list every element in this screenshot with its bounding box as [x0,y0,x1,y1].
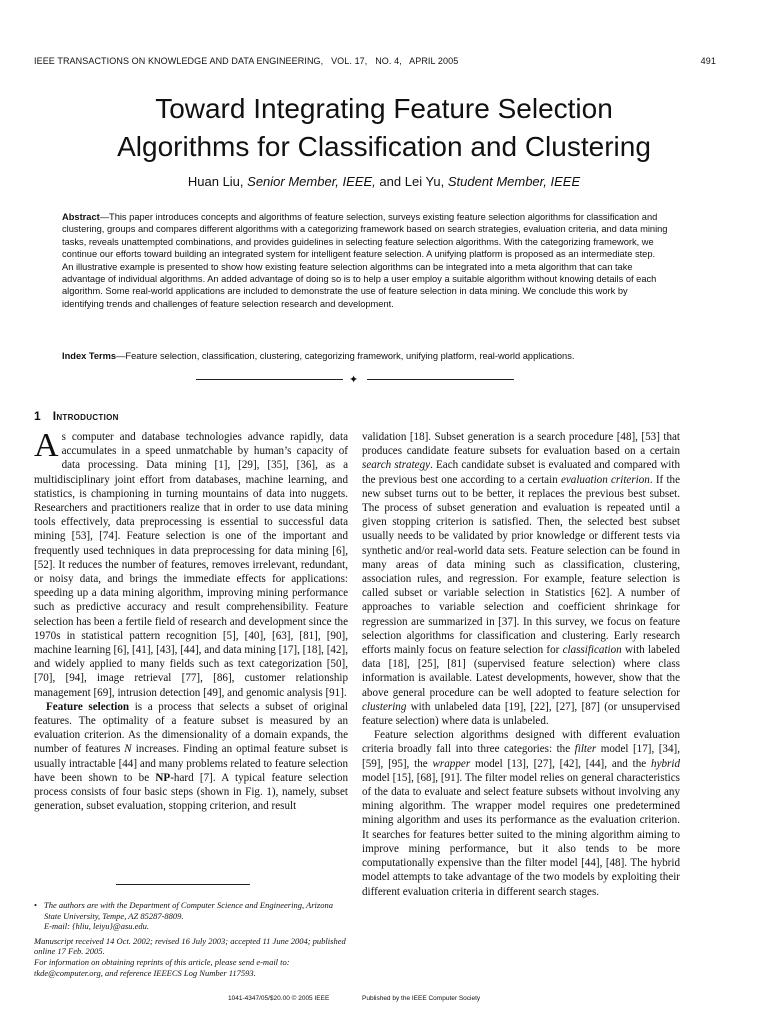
divider-line-right [367,379,514,380]
author-2-role: Student Member, IEEE [447,174,581,189]
footer-publisher: Published by the IEEE Computer Society [362,995,481,1002]
text-run: model [15], [68], [91]. The filter model relies on general characteristics of the data to evaluate and select feature subsets without involving any mining algorithm. The wrapper model requires one predetermined mining algorithm and uses its performance as the evaluation criterion. It searches for features better suited to the mining algorithm aiming to improve mining performance, but it also tends to be more computationally expensive than the filter model [44], [48]. The hybrid model attempts to take advantage of the two models by exploiting their different evaluation criteria in different search stages. [362,771,680,898]
footer-issn: 1041-4347/05/$20.00 © 2005 IEEE [228,995,330,1002]
intro-paragraph-2 [34,700,348,814]
page-number: 491 [700,56,716,66]
term-filter: filter [574,743,597,756]
abstract [62,211,668,310]
intro-paragraph-1-text: s computer and database technologies advance rapidly, data accumulates in a speed unmatchable by human’s capacity of data processing. Data mining [1], [29], [35], [36], as a multidisciplinary joint effort from databases, machine learning, and statistics, is championing in turning mountains of data into nuggets. Researchers and practitioners realize that in order to use data mining tools effectively, data preprocessing is essential to successful data mining [53], [74]. Feature selection is one of the important and frequently used techniques in data preprocessing for data mining [6], [52]. It reduces the number of features, removes irrelevant, redundant, or noisy data, and brings the immediate effects for applications: speeding up a data mining algorithm, improving mining performance such as predictive accuracy and result comprehensibility. Feature selection has been a fertile field of research and development since the 1970s in statistical pattern recognition [5], [40], [63], [81], [90], machine learning [6], [41], [43], [44], and data mining [17], [18], [42], and widely applied to many fields such as text categorization [50], [70], [94], image retrieval [77], [86], customer relationship management [69], intrusion detection [49], and genomic analysis [91]. [34,431,348,699]
text-run: . Each candidate subset is evaluated and compared with the previous best one according to a certain [362,459,680,486]
term-evaluation-criterion: evaluation criterion [560,473,650,486]
text-run: model [17], [34], [59], [95], the [362,743,680,770]
text-run: . If the new subset turns out to be better, it replaces the previous best subset. The process of subset generation and evaluation is repeated until a given stopping criterion is satisfied. Then, the selected best subset usually needs to be validated by prior knowledge or different tests via synthetic and/or real-world data sets. Feature selection can be found in many areas of data mining such as classification, clustering, association rules, and regression. For example, feature selection is called subset or variable selection in Statistics [62]. A number of approaches to variable selection and coefficient shrinkage for regression are summarized in [37]. In this survey, we focus on feature selection algorithms for classification and clustering. Early research efforts mainly focus on feature selection for [362,473,680,657]
abstract-label: Abstract [62,212,100,222]
section-heading [34,409,119,423]
term-feature-selection: Feature selection [46,700,130,713]
text-run: is a process that selects a subset of original features. The optimality of a feature subset is measured by an evaluation criterion. As the dimensionality of a domain expands, the number of features [34,700,348,756]
intro-paragraph-1 [34,427,348,700]
paper-title [34,90,734,166]
right-column [362,430,680,899]
journal-date: APRIL 2005 [409,56,459,66]
term-np: NP [155,771,171,784]
email-text: E-mail: {hliu, leiyu}@asu.edu. [44,921,150,932]
affiliation-text: The authors are with the Department of Computer Science and Engineering, Arizona State University, Tempe, AZ 85287-8809. [44,900,333,921]
text-run: with unlabeled data [19], [22], [27], [87] (or unsupervised feature selection) where data is unlabeled. [362,700,680,728]
intro-paragraph-4 [362,728,680,898]
index-terms-label: Index Terms [62,351,117,361]
section-divider [196,373,514,387]
text-run: increases. Finding an optimal feature subset is usually intractable [44] and many problems related to feature selection have been shown to be [34,743,349,784]
running-head [34,56,716,70]
authors [34,174,734,189]
text-run: -hard [7]. A typical feature selection process consists of four basic steps (shown in Fig. 1), namely, subset generation, subset evaluation, stopping criterion, and result [34,771,348,813]
title-line-2: Algorithms for Classification and Clustering [117,131,651,162]
footnote-reprints: For information on obtaining reprints of this article, please send e-mail to: tkde@computer.org, and reference IEEECS Log Number 117593. [34,956,290,978]
left-column [34,427,349,813]
term-clustering: clustering [362,700,407,713]
footnote-manuscript: Manuscript received 14 Oct. 2002; revised 16 July 2003; accepted 11 June 2004; published online 17 Feb. 2005. [34,935,346,957]
term-search-strategy: search strategy [362,459,431,472]
author-1-role: Senior Member, IEEE, [247,174,376,189]
footnotes [34,900,350,978]
text-run: with labeled data [18], [25], [81] (supervised feature selection) where class information is available. Latest developments, however, show that the above general procedure can be well adopted to feature selection for [362,644,680,699]
index-terms [62,350,668,362]
text-run: model [13], [27], [42], [44], and the [470,757,652,770]
section-title: Introduction [52,409,119,423]
intro-paragraph-3 [362,430,680,728]
footnote-rule [116,884,250,885]
author-and: and [379,174,402,189]
bullet-icon: • [34,900,37,910]
text-run: validation [18]. Subset generation is a search procedure [48], [53] that produces candidate feature subsets for evaluation based on a certain [362,431,680,458]
drop-cap: A [34,427,59,464]
symbol-n: N [124,743,132,756]
author-2: Lei Yu, [404,174,445,189]
journal-number: NO. 4, [375,56,402,66]
term-hybrid: hybrid [651,757,680,770]
term-classification: classification [562,644,622,657]
footnote-affiliation [34,900,350,932]
section-number: 1 [34,409,41,423]
title-line-1: Toward Integrating Feature Selection [155,93,613,124]
divider-line-left [196,379,343,380]
journal-volume: VOL. 17, [331,56,368,66]
index-terms-text: —Feature selection, classification, clustering, categorizing framework, unifying platform, real-world applications. [116,351,575,361]
abstract-text: —This paper introduces concepts and algorithms of feature selection, surveys existing feature selection algorithms for classification and clustering, groups and compares different algorithms with a categorizing framework based on search strategies, evaluation criteria, and data mining tasks, reveals unattempted combinations, and provides guidelines in selecting feature selection algorithms. With the categorizing framework, we continue our efforts toward building an integrated system for intelligent feature selection. A unifying platform is proposed as an intermediate step. An illustrative example is presented to show how existing feature selection algorithms can be integrated into a meta algorithm that can take advantage of individual algorithms. An added advantage of doing so is to help a user employ a suitable algorithm without knowing details of each algorithm. Some real-world applications are included to demonstrate the use of feature selection in data mining. We conclude this work by identifying trends and challenges of feature selection research and development. [62,212,668,309]
author-1: Huan Liu, [187,174,244,189]
journal-name: IEEE TRANSACTIONS ON KNOWLEDGE AND DATA ENGINEERING, [34,56,324,66]
text-run: Feature selection algorithms designed with different evaluation criteria broadly fall into three categories: the [362,729,680,756]
divider-diamond-icon: ✦ [349,374,359,386]
term-wrapper: wrapper [432,757,471,770]
